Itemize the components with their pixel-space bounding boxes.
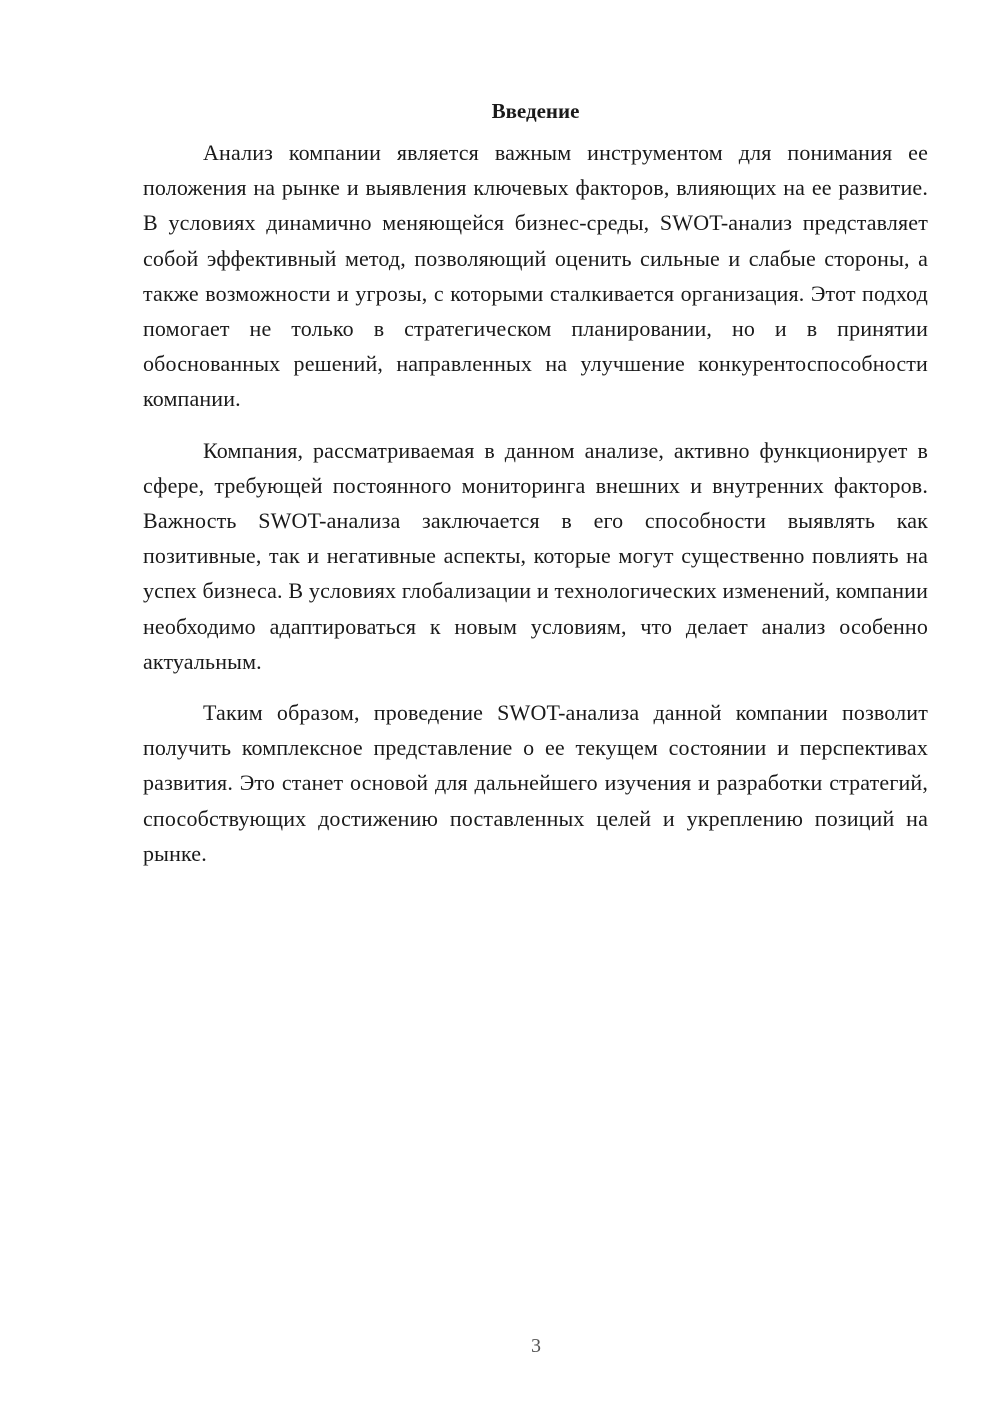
paragraph-2: Компания, рассматриваемая в данном анализе, активно функционирует в сфере, требующей постоянного мониторинга внешних и внутренних факторов. Важность SWOT-анализа заключается в его способности выявлять как позитивные, так и негативные аспекты, которые могут существенно повлиять на успех бизнеса. В условиях глобализации и технологических изменений, компании необходимо адаптироваться к новым условиям, что делает анализ особенно актуальным. — [143, 437, 928, 674]
page-content — [143, 96, 928, 887]
paragraph-3: Таким образом, проведение SWOT-анализа данной компании позволит получить комплексное представление о ее текущем состоянии и перспективах развития. Это станет основой для дальнейшего изучения и разработки стратегий, способствующих достижению поставленных целей и укреплению позиций на рынке. — [143, 700, 928, 866]
paragraph-1: Анализ компании является важным инструментом для понимания ее положения на рынке и выявления ключевых факторов, влияющих на ее развитие. В условиях динамично меняющейся бизнес-среды, SWOT-анализ представляет собой эффективный метод, позволяющий оценить сильные и слабые стороны, а также возможности и угрозы, с которыми сталкивается организация. Этот подход помогает не только в стратегическом планировании, но и в принятии обоснованных решений, направленных на улучшение конкурентоспособности компании. — [143, 140, 928, 412]
section-title: Введение — [491, 99, 580, 123]
page-number: 3 — [531, 1335, 541, 1357]
